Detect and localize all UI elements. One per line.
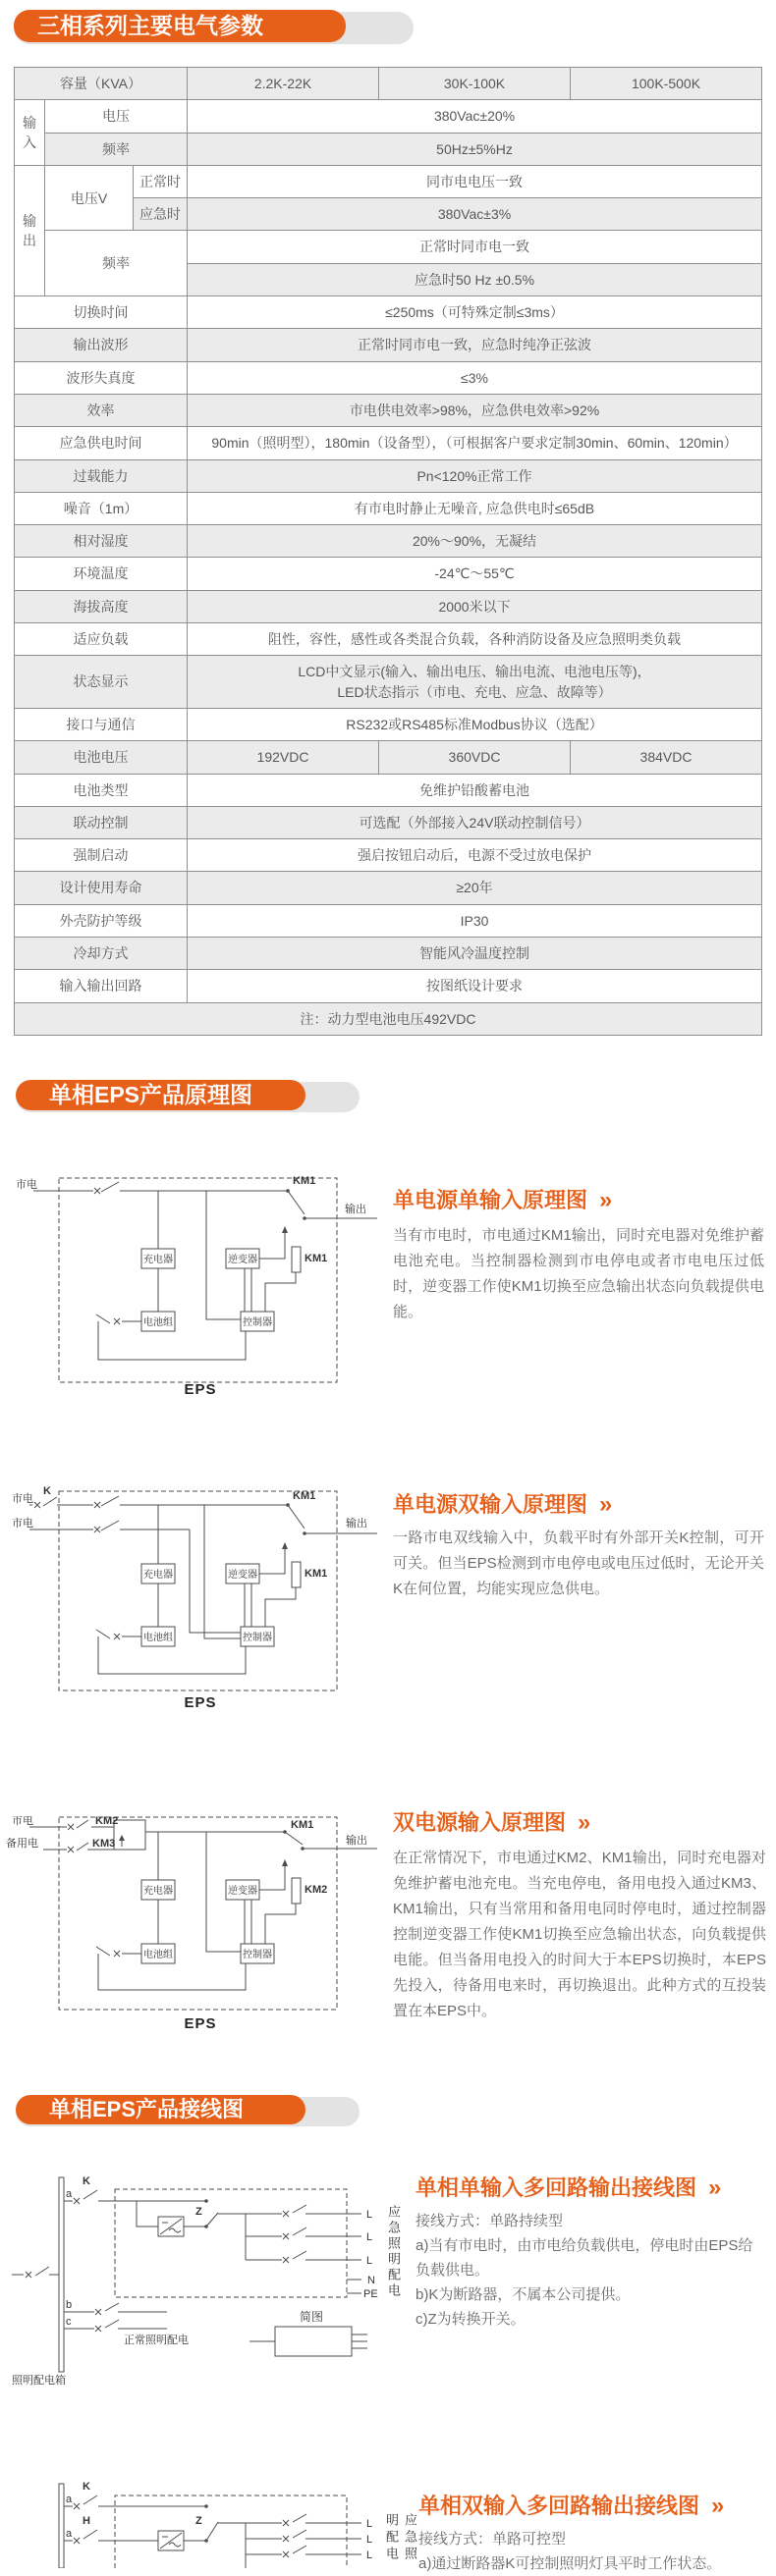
transfer-switch-arm <box>206 2213 218 2227</box>
label-terminal-l: L <box>366 2534 373 2546</box>
brief-diagram-box <box>275 2327 352 2356</box>
spec-sublabel-cell: 正常时 <box>134 165 188 197</box>
spec-label-cell: 效率 <box>15 394 188 426</box>
label-terminal-l: L <box>366 2209 373 2221</box>
table-row <box>15 872 762 904</box>
transfer-switch-arm <box>206 2522 218 2541</box>
spec-label-cell: 海拔高度 <box>15 590 188 622</box>
breaker-icon <box>34 1497 57 1508</box>
spec-value-cell: 市电供电效率>98%，应急供电效率>92% <box>188 394 762 426</box>
spec-value-cell: 免维护铅酸蓄电池 <box>188 774 762 806</box>
spec-value-cell: 应急时50 Hz ±0.5% <box>188 263 762 295</box>
chevron-right-icon: » <box>578 1809 591 1836</box>
spec-value-cell: 2000米以下 <box>188 590 762 622</box>
breaker-icon <box>96 1947 120 1957</box>
label-eps: EPS <box>184 1381 217 1398</box>
label-z-switch: Z <box>195 2206 202 2218</box>
spec-value-cell: ≤250ms（可特殊定制≤3ms） <box>188 296 762 329</box>
spec-label-cell: 接口与通信 <box>15 708 188 740</box>
junction-dot <box>303 1216 306 1220</box>
spec-label-cell: 设计使用寿命 <box>15 872 188 904</box>
spec-label-cell: 频率 <box>45 133 188 165</box>
wiring-diagram-dual-input <box>8 2474 420 2568</box>
km1-coil <box>292 1247 301 1272</box>
label-charger: 充电器 <box>143 1255 173 1265</box>
chevron-right-icon: » <box>711 2493 725 2519</box>
label-normal-lighting: 正常照明配电 <box>124 2334 189 2346</box>
spec-col-header: 2.2K-22K <box>188 68 379 100</box>
spec-label-cell: 电池类型 <box>15 774 188 806</box>
spec-value-cell: 按图纸设计要求 <box>188 970 762 1002</box>
wiring <box>64 2506 361 2568</box>
table-row <box>15 970 762 1002</box>
spec-value-cell: 强启按钮启动后，电源不受过放电保护 <box>188 839 762 872</box>
diagram-title-single-input-multi-output[interactable] <box>416 2172 721 2202</box>
table-row <box>15 492 762 524</box>
section-header-title: 单相EPS产品原理图 <box>16 1080 305 1110</box>
table-row <box>15 394 762 426</box>
label-km1: KM1 <box>293 1490 316 1502</box>
junction-dot <box>204 2199 208 2203</box>
table-row <box>15 590 762 622</box>
group-label-output: 输出 <box>15 165 45 295</box>
spec-label-cell: 电压V <box>45 165 134 231</box>
group-label-input: 输入 <box>15 100 45 166</box>
spec-label-cell: 相对湿度 <box>15 525 188 558</box>
principle-diagram-dual-source <box>0 1816 383 2040</box>
breaker-icon <box>96 1630 120 1639</box>
spec-value-cell: 50Hz±5%Hz <box>188 133 762 165</box>
table-row <box>15 68 762 100</box>
principle-diagram-dual-input <box>0 1468 383 1715</box>
diagram-title-dual-input-multi-output[interactable] <box>418 2490 724 2520</box>
spec-label-cell: 冷却方式 <box>15 938 188 970</box>
table-row <box>15 656 762 709</box>
spec-value-cell: 正常时同市电一致 <box>188 231 762 263</box>
junction-dot <box>301 1847 305 1851</box>
breaker-icon <box>283 2530 306 2542</box>
table-row <box>15 361 762 394</box>
spec-table <box>14 67 762 1036</box>
junction-dot <box>286 1503 290 1507</box>
spec-label-cell: 适应负载 <box>15 623 188 656</box>
spec-label-cell: 强制启动 <box>15 839 188 872</box>
wiring-note-line: c)Z为转换开关。 <box>416 2311 526 2328</box>
spec-value-cell: 同市电电压一致 <box>188 165 762 197</box>
spec-label-cell: 过载能力 <box>15 459 188 492</box>
junction-dot <box>204 2504 208 2508</box>
diagram-title-text: 单相双输入多回路输出接线图 <box>418 2494 700 2518</box>
table-row <box>15 100 762 133</box>
wiring <box>29 1505 377 1674</box>
table-row <box>15 904 762 937</box>
diagram-description: 在正常情况下，市电通过KM2、KM1输出，同时充电器对免维护蓄电池充电。当充电停电，备用电投入通过KM3、KM1输出，只有当常用和备用电同时停电时，通过控制器控制逆变器工作使KM1切换至应急输出状态，向负载提供电能。但当备用电投入的时间大于本EPS切换时，本EPS先投入，待备用电来时，再切换退出。此种方式的互投装置在本EPS中。 <box>393 1850 766 2019</box>
spec-label-cell: 输出波形 <box>15 329 188 361</box>
eps-enclosure-box <box>115 2189 347 2297</box>
breaker-icon <box>68 1843 88 1852</box>
label-battery: 电池组 <box>143 1317 173 1328</box>
label-km1-coil: KM1 <box>305 1568 328 1580</box>
wiring-note-line: a)通过断路器K可控制照明灯具平时工作状态。 <box>418 2555 722 2572</box>
label-terminal-n: N <box>367 2275 375 2286</box>
table-row <box>15 708 762 740</box>
breaker-icon <box>74 2496 97 2509</box>
breaker-icon <box>96 1315 120 1324</box>
spec-value-cell: 可选配（外部接入24V联动控制信号） <box>188 806 762 838</box>
spec-value-cell: 360VDC <box>379 741 571 774</box>
spec-sublabel-cell: 应急时 <box>134 198 188 231</box>
spec-value-cell: 20%～90%，无凝结 <box>188 525 762 558</box>
spec-col-header: 100K-500K <box>571 68 762 100</box>
breaker-icon <box>283 2227 306 2239</box>
section-header-electrical-params <box>14 10 414 42</box>
label-output: 输出 <box>345 1204 366 1215</box>
diagram-title-text: 单电源单输入原理图 <box>393 1188 588 1212</box>
km2-coil <box>292 1878 301 1904</box>
junction-dot <box>303 1531 306 1535</box>
label-k-switch: K <box>43 1485 51 1497</box>
table-row <box>15 296 762 329</box>
spec-label-cell: 环境温度 <box>15 558 188 590</box>
spec-value-cell: 384VDC <box>571 741 762 774</box>
table-row <box>15 741 762 774</box>
wiring <box>33 1191 377 1360</box>
diagram-title-text: 双电源输入原理图 <box>393 1810 567 1835</box>
spec-value-cell: IP30 <box>188 904 762 937</box>
table-row <box>15 839 762 872</box>
table-row <box>15 1002 762 1035</box>
label-battery: 电池组 <box>143 1950 173 1960</box>
spec-label-cell: 状态显示 <box>15 656 188 709</box>
breaker-icon <box>94 1521 119 1532</box>
breaker-icon <box>94 1496 119 1508</box>
breaker-icon <box>283 2514 306 2526</box>
label-km1: KM1 <box>293 1175 316 1187</box>
table-row <box>15 427 762 459</box>
km1-coil <box>292 1562 301 1587</box>
label-inverter: 逆变器 <box>228 1570 257 1581</box>
label-eps: EPS <box>184 2015 217 2032</box>
spec-value-cell: 380Vac±3% <box>188 198 762 231</box>
junction-dot <box>283 1830 287 1834</box>
principle-diagram-single-input <box>0 1170 383 1408</box>
label-km3: KM3 <box>92 1838 116 1850</box>
table-row <box>15 329 762 361</box>
km1-switch-arm <box>285 1832 303 1845</box>
interlock-box <box>114 1820 145 1850</box>
diagram-description: 一路市电双线输入中，负载平时有外部开关K控制，可开可关。但当EPS检测到市电停电或电压过低时，无论开关K在何位置，均能实现应急供电。 <box>393 1530 764 1597</box>
label-km2: KM2 <box>95 1816 119 1827</box>
label-z-switch: Z <box>195 2515 202 2527</box>
label-k-breaker: K <box>83 2175 90 2187</box>
wiring-notes <box>416 2209 767 2332</box>
spec-value-cell: RS232或RS485标准Modbus协议（选配） <box>188 708 762 740</box>
spec-value-cell: ≥20年 <box>188 872 762 904</box>
table-row <box>15 133 762 165</box>
arrow-up-icon <box>282 1226 288 1233</box>
diagram-title-single-source-single-input[interactable] <box>393 1184 612 1214</box>
section-header-title: 单相EPS产品接线图 <box>16 2095 305 2124</box>
label-battery: 电池组 <box>143 1633 173 1643</box>
label-output: 输出 <box>346 1518 367 1530</box>
spec-value-cell: 阻性，容性，感性或各类混合负载，各种消防设备及应急照明类负载 <box>188 623 762 656</box>
table-row <box>15 459 762 492</box>
km1-switch-arm <box>288 1191 305 1214</box>
table-row <box>15 165 762 197</box>
section-header-wiring <box>16 2095 360 2124</box>
label-km2-coil: KM2 <box>305 1884 328 1896</box>
junction-dot <box>204 2225 208 2228</box>
label-controller: 控制器 <box>243 1317 272 1328</box>
breaker-icon <box>74 2530 97 2544</box>
label-charger: 充电器 <box>143 1570 173 1581</box>
diagram-title-text: 单相单输入多回路输出接线图 <box>416 2175 697 2200</box>
spec-label-cell: 频率 <box>45 231 188 296</box>
label-inverter: 逆变器 <box>228 1255 257 1265</box>
spec-label-cell: 电池电压 <box>15 741 188 774</box>
breaker-icon <box>26 2267 49 2278</box>
breaker-icon <box>283 2205 306 2217</box>
diagram-title-text: 单电源双输入原理图 <box>393 1492 588 1517</box>
label-controller: 控制器 <box>243 1633 272 1643</box>
breaker-icon <box>68 1820 88 1830</box>
chevron-right-icon: » <box>708 2174 722 2201</box>
table-row <box>15 806 762 838</box>
table-row <box>15 774 762 806</box>
label-mains: 市电 <box>12 1518 33 1530</box>
wiring-note-line: 接线方式：单路持续型 <box>416 2213 564 2229</box>
wiring-note-line: b)K为断路器，不属本公司提供。 <box>416 2286 631 2303</box>
label-output: 输出 <box>346 1835 367 1847</box>
distribution-busbar <box>59 2484 64 2568</box>
spec-label-cell: 电压 <box>45 100 188 133</box>
spec-value-cell: Pn<120%正常工作 <box>188 459 762 492</box>
table-row <box>15 525 762 558</box>
spec-value-cell: 192VDC <box>188 741 379 774</box>
wiring-notes <box>418 2527 770 2576</box>
label-h-breaker: H <box>83 2515 90 2527</box>
spec-col-header: 30K-100K <box>379 68 571 100</box>
label-km1: KM1 <box>291 1819 314 1831</box>
wiring-note-line: a)当有市电时，由市电给负载供电，停电时由EPS给负载供电。 <box>416 2237 753 2279</box>
diagram-title-single-source-dual-input[interactable] <box>393 1488 612 1519</box>
spec-label-cell: 联动控制 <box>15 806 188 838</box>
label-branch-c: c <box>66 2316 72 2328</box>
label-backup: 备用电 <box>6 1838 38 1850</box>
label-km1-coil: KM1 <box>305 1253 328 1264</box>
label-mains: 市电 <box>16 1179 37 1191</box>
table-row <box>15 558 762 590</box>
breaker-icon <box>95 2320 119 2332</box>
distribution-busbar <box>59 2177 64 2372</box>
junction-dot <box>204 2539 208 2543</box>
spec-label-cell: 波形失真度 <box>15 361 188 394</box>
label-brief-diagram: 简图 <box>300 2310 324 2324</box>
label-emergency-lighting-vertical: 应急照明配电 <box>386 2205 401 2299</box>
table-row <box>15 623 762 656</box>
label-branch-a: a <box>66 2528 73 2540</box>
label-terminal-l: L <box>366 2255 373 2267</box>
spec-label-cell: 外壳防护等级 <box>15 904 188 937</box>
arrow-up-icon <box>282 1859 288 1866</box>
km1-switch-arm <box>288 1505 305 1529</box>
label-terminal-l: L <box>366 2549 373 2561</box>
spec-value-cell: LCD中文显示(输入、输出电压、输出电流、电池电压等)， LED状态指示（市电、充电、应急、故障等） <box>188 656 762 709</box>
breaker-icon <box>94 1182 119 1194</box>
breaker-icon <box>95 2303 119 2315</box>
spec-value-cell: 90min（照明型），180min（设备型），（可根据客户要求定制30min、60min、120min） <box>188 427 762 459</box>
label-mains: 市电 <box>12 1816 33 1827</box>
chevron-right-icon: » <box>599 1187 613 1213</box>
chevron-right-icon: » <box>599 1491 613 1518</box>
label-branch-a: a <box>66 2494 73 2505</box>
table-row <box>15 231 762 263</box>
spec-value-cell: 智能风冷温度控制 <box>188 938 762 970</box>
label-terminal-pe: PE <box>363 2288 378 2300</box>
spec-value-cell: 380Vac±20% <box>188 100 762 133</box>
label-eps: EPS <box>184 1694 217 1711</box>
label-inverter: 逆变器 <box>228 1886 257 1897</box>
label-branch-b: b <box>66 2299 73 2311</box>
breaker-icon <box>74 2190 97 2204</box>
section-header-principle <box>16 1080 360 1110</box>
spec-label-cell: 噪音（1m） <box>15 492 188 524</box>
spec-label-cell: 输入输出回路 <box>15 970 188 1002</box>
label-terminal-l: L <box>366 2231 373 2243</box>
arrow-up-icon <box>282 1542 288 1549</box>
label-lighting-panel: 照明配电箱 <box>12 2375 66 2387</box>
diagram-description: 当有市电时，市电通过KM1输出，同时充电器对免维护蓄电池充电。当控制器检测到市电停电或者市电电压过低时，逆变器工作使KM1切换至应急输出状态向负载提供电能。 <box>393 1227 764 1320</box>
spec-value-cell: -24℃～55℃ <box>188 558 762 590</box>
section-header-title: 三相系列主要电气参数 <box>14 10 346 42</box>
spec-label-cell: 应急供电时间 <box>15 427 188 459</box>
label-mains: 市电 <box>12 1493 33 1505</box>
junction-dot <box>286 1189 290 1193</box>
label-branch-a: a <box>66 2188 73 2200</box>
wiring-diagram-single-input <box>8 2170 409 2410</box>
breaker-icon <box>283 2546 306 2557</box>
label-emergency-lighting-vertical: 应急照明配电 <box>384 2513 417 2563</box>
wiring-note-line: 接线方式：单路可控型 <box>418 2531 567 2548</box>
label-k-breaker: K <box>83 2481 90 2493</box>
spec-value-cell: 有市电时静止无噪音, 应急供电时≤65dB <box>188 492 762 524</box>
spec-label-cell: 切换时间 <box>15 296 188 329</box>
diagram-title-dual-source[interactable] <box>393 1806 590 1837</box>
label-charger: 充电器 <box>143 1886 173 1897</box>
wiring <box>29 1827 377 1990</box>
spec-value-cell: 正常时同市电一致，应急时纯净正弦波 <box>188 329 762 361</box>
label-controller: 控制器 <box>243 1950 272 1960</box>
table-note: 注：动力型电池电压492VDC <box>15 1002 762 1035</box>
table-row <box>15 938 762 970</box>
label-terminal-l: L <box>366 2518 373 2530</box>
spec-value-cell: ≤3% <box>188 361 762 394</box>
spec-label-cell: 容量（KVA） <box>15 68 188 100</box>
breaker-icon <box>283 2251 306 2263</box>
